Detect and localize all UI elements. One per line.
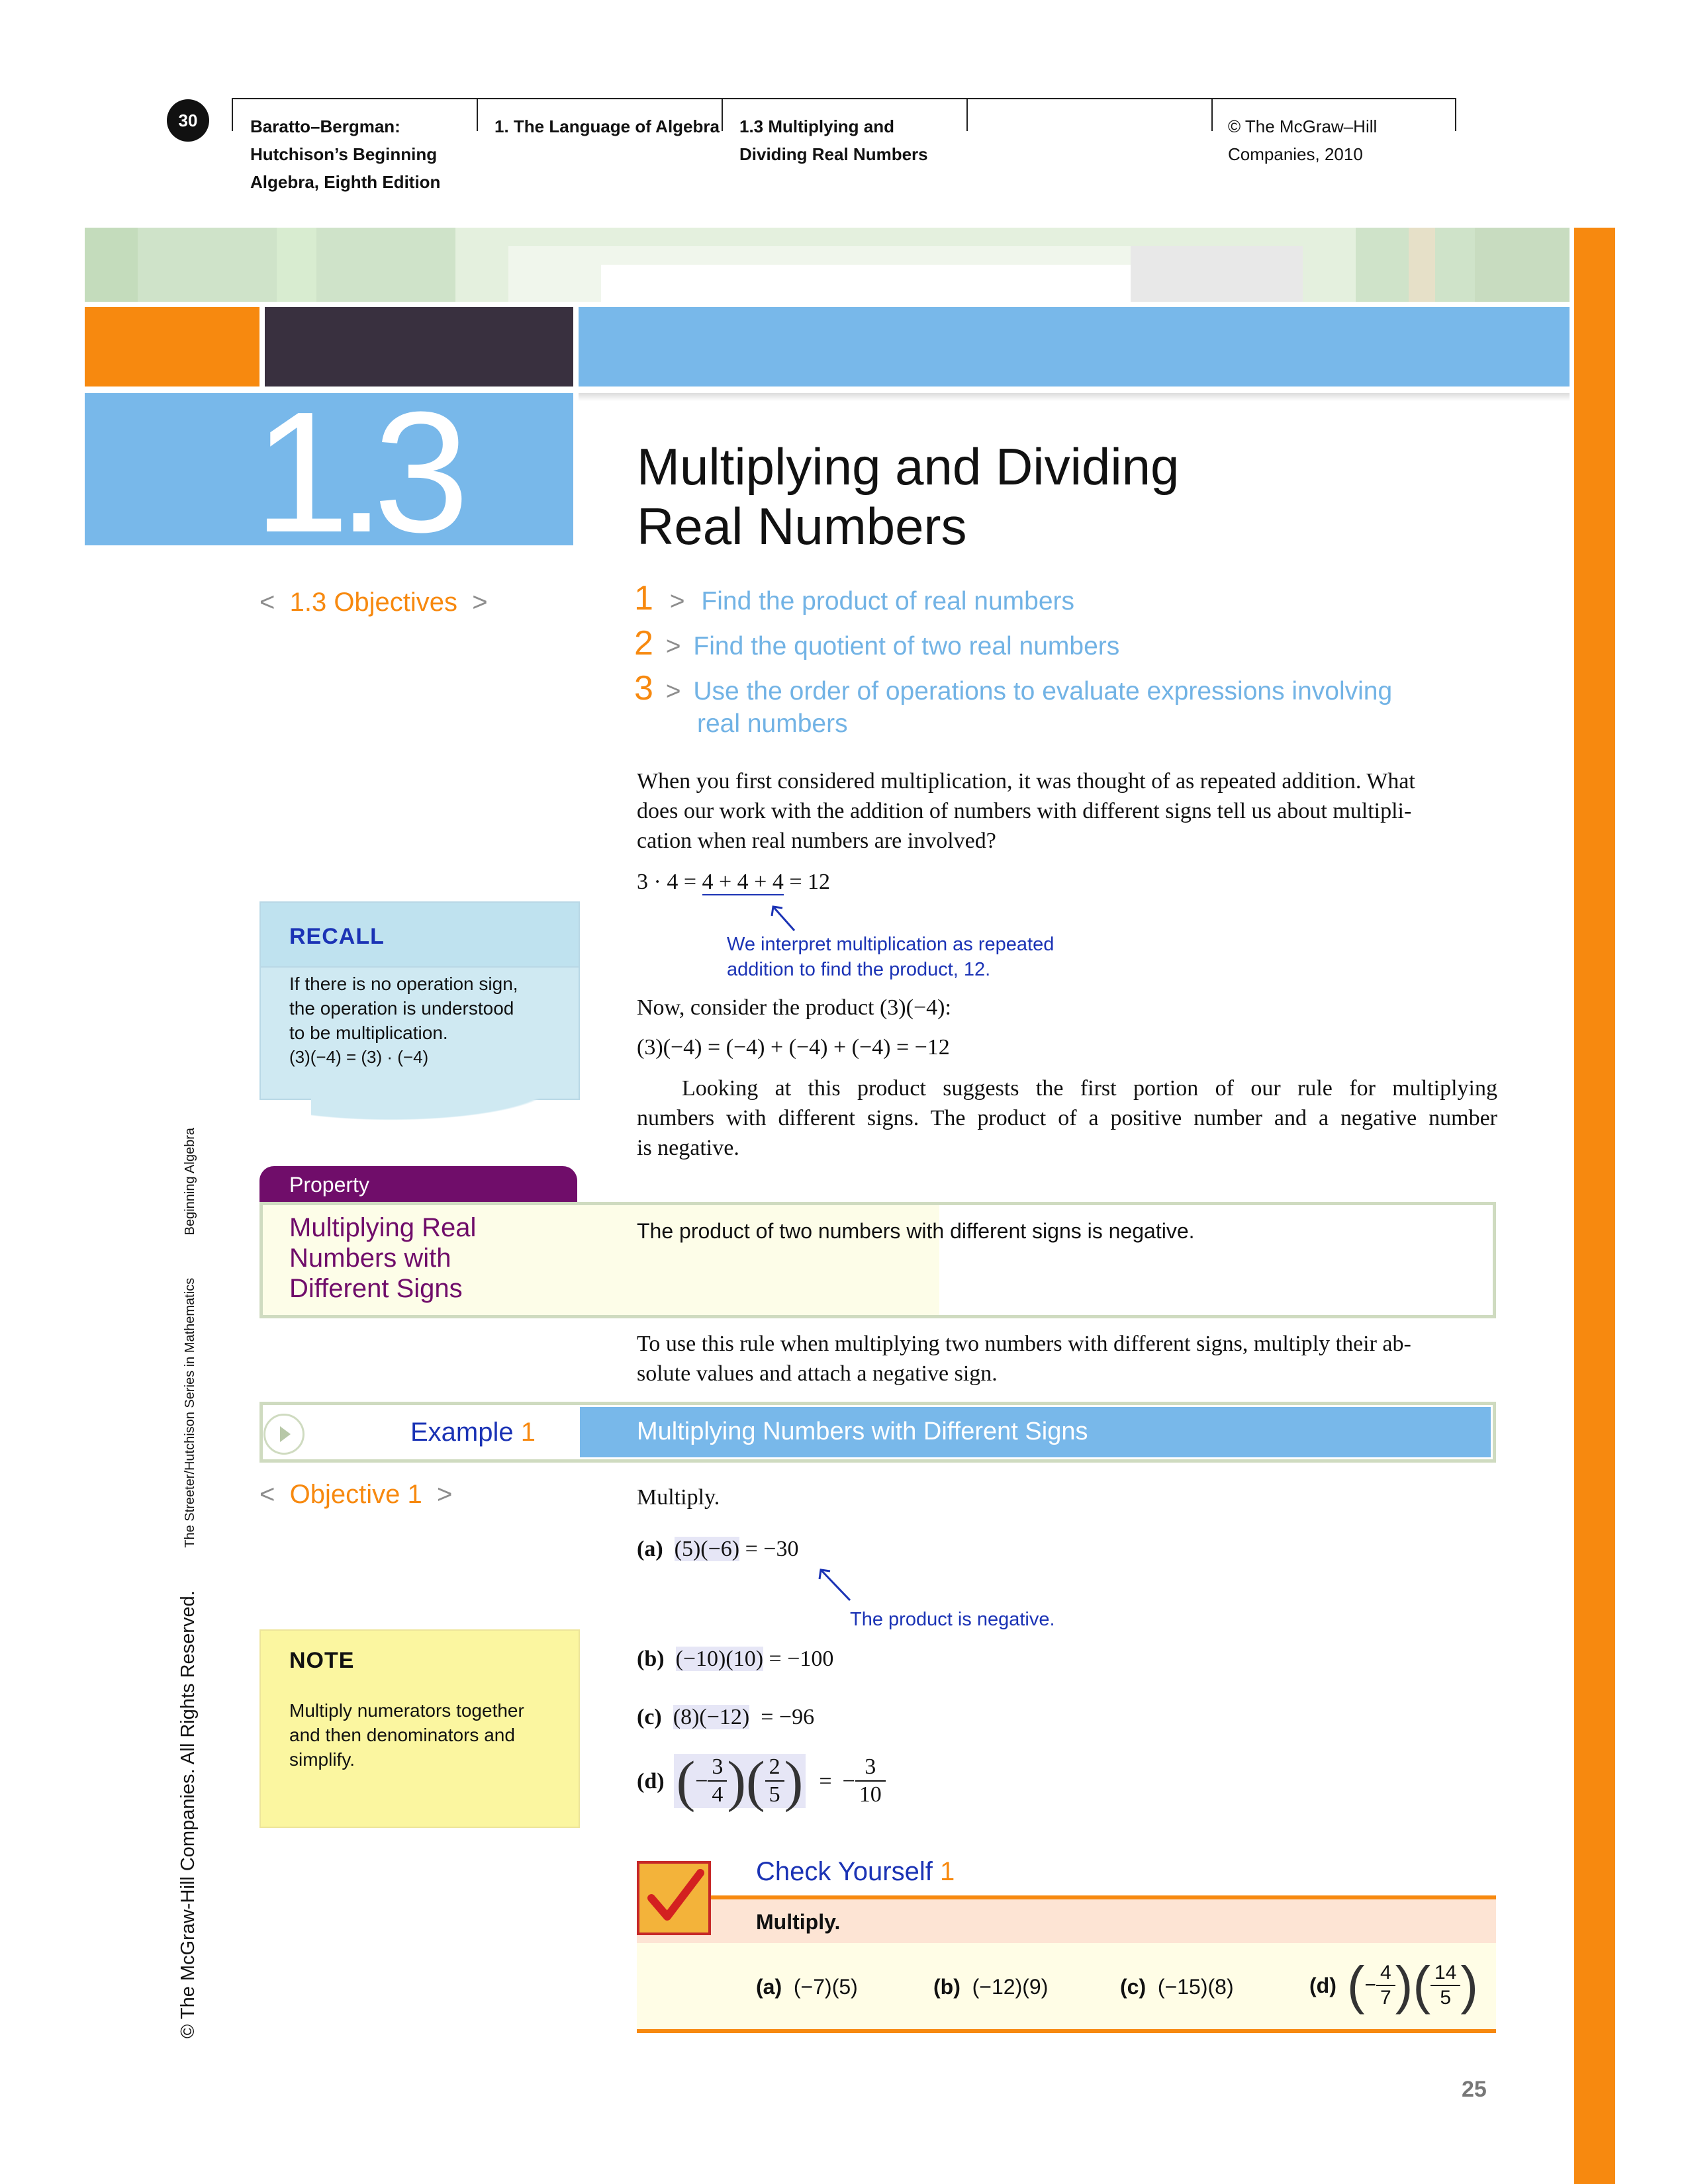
header-divider — [966, 98, 968, 131]
recall-curl — [311, 1085, 576, 1125]
check-top-rule — [637, 1895, 1496, 1899]
annotation-repeated-addition: We interpret multiplication as repeated addition to find the product, 12. — [727, 934, 1055, 980]
page-edge-bar — [1574, 228, 1615, 2184]
section-number: 1.3 — [254, 393, 457, 545]
page-badge: 30 — [167, 99, 209, 142]
check-instruction: Multiply. — [756, 1910, 841, 1934]
header-divider — [477, 98, 478, 131]
check-yourself-title: Check Yourself 1 — [756, 1857, 955, 1886]
header-section: 1.3 Multiplying and Dividing Real Numbers — [739, 116, 928, 164]
objective-item: 1 > Find the product of real numbers — [634, 579, 1075, 617]
check-part-d: (d) ( − $\frac{4}{7}$ )( $\frac{14}{5}$ ) — [1309, 1956, 1479, 2015]
note-title: NOTE — [289, 1648, 355, 1673]
check-part-b: (b) (−12)(9) — [933, 1975, 1049, 1999]
annotation-arrow — [816, 1565, 855, 1604]
intro-paragraph: When you first considered multiplication, it was thought of as repeated addition. What does our work with the addition of numbers with different signs tell us about multipli- cation when real numbers are involved? — [637, 769, 1415, 853]
vertical-sidebar-text — [177, 1128, 217, 2038]
header-book-title: Baratto–Bergman: Hutchison’s Beginning Algebra, Eighth Edition — [250, 116, 441, 192]
header-divider — [232, 98, 233, 131]
section-title: Multiplying and Dividing Real Numbers — [637, 437, 1180, 555]
objective-item: 2 > Find the quotient of two real numbers — [634, 624, 1120, 662]
check-part-a: (a) (−7)(5) — [756, 1975, 858, 1999]
header-divider — [1211, 98, 1213, 131]
objective-item: 3 > Use the order of operations to evaluate expressions involving — [634, 669, 1393, 707]
intro-product-line: Now, consider the product (3)(−4): — [637, 995, 951, 1020]
header-divider — [722, 98, 723, 131]
example-part-a: (a) (5)(−6) = −30 — [637, 1537, 799, 1561]
banner-block-dark — [265, 307, 573, 387]
vertical-copyright: © The McGraw-Hill Companies. All Rights Reserved. — [177, 1590, 199, 2038]
banner-texture — [85, 228, 1570, 302]
objective-item-continued: real numbers — [697, 709, 848, 738]
page-number: 25 — [1462, 2077, 1487, 2102]
play-icon — [263, 1414, 305, 1455]
header-copyright: © The McGraw–Hill Companies, 2010 — [1228, 116, 1378, 164]
header-chapter: 1. The Language of Algebra — [494, 116, 720, 136]
example-objective: < Objective 1 > — [259, 1480, 453, 1509]
check-part-c: (c) (−15)(8) — [1120, 1975, 1234, 1999]
header-divider — [1455, 98, 1456, 131]
example-label: Example 1 — [410, 1418, 536, 1447]
note-body: Multiply numerators together and then denominators and simplify. — [289, 1700, 524, 1770]
banner-block-orange — [85, 307, 259, 387]
example-part-b: (b) (−10)(10) = −100 — [637, 1647, 834, 1671]
checkmark-icon — [637, 1861, 711, 1935]
objectives-header: < 1.3 Objectives > — [259, 588, 488, 617]
banner-block-blue — [579, 307, 1570, 387]
equation-repeated-addition: 3 · 4 = 4 + 4 + 4 = 12 — [637, 870, 831, 894]
annotation-arrow — [768, 901, 801, 934]
banner-shadow — [579, 393, 1570, 401]
rule-usage-paragraph: To use this rule when multiplying two numbers with different signs, multiply their ab- solute values and attach a negative sign. — [637, 1332, 1411, 1386]
property-tab: Property — [259, 1166, 577, 1203]
recall-title: RECALL — [289, 924, 385, 949]
recall-body: If there is no operation sign, the operation is understood to be multiplication. (3)(−4) = (3) · (−4) — [289, 974, 518, 1067]
example-part-c: (c) (8)(−12) = −96 — [637, 1705, 815, 1729]
equation-product: (3)(−4) = (−4) + (−4) + (−4) = −12 — [637, 1035, 950, 1060]
example-instruction: Multiply. — [637, 1485, 720, 1510]
header-rule — [232, 98, 1456, 99]
section-number-block — [85, 393, 573, 545]
annotation-product-negative: The product is negative. — [850, 1609, 1055, 1630]
vertical-series: The Streeter/Hutchison Series in Mathematics — [183, 1277, 197, 1548]
vertical-course: Beginning Algebra — [183, 1128, 197, 1236]
check-bottom-rule — [637, 2029, 1496, 2033]
example-title: Multiplying Numbers with Different Signs — [637, 1418, 1088, 1445]
rule-lead-paragraph: Looking at this product suggests the first portion of our rule for multiplying numbers with different signs. The product of a positive number and a negative number is negative. — [637, 1076, 1497, 1160]
example-part-d: (d) ( − $\frac{3}{4}$ )( $\frac{2}{5}$ ) = − $\frac{3}{10}$ — [637, 1754, 886, 1808]
property-statement: The product of two numbers with different signs is negative. — [637, 1219, 1195, 1243]
property-title: Multiplying Real Numbers with Different Signs — [289, 1213, 477, 1303]
